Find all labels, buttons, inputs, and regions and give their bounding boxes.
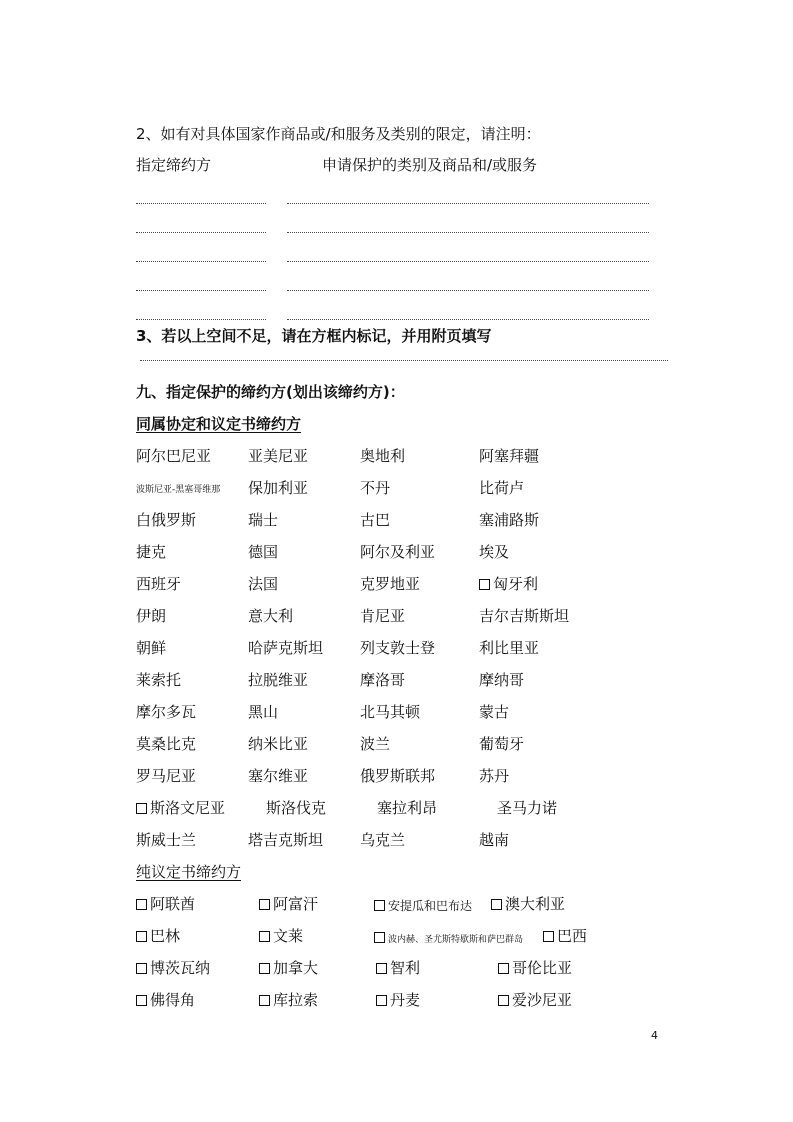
party-tajikistan[interactable]: 塔吉克斯坦 xyxy=(248,831,324,849)
party-botswana-label: 博茨瓦纳 xyxy=(150,959,211,977)
party-monaco[interactable]: 摩纳哥 xyxy=(479,671,525,689)
party-montenegro[interactable]: 黑山 xyxy=(248,703,279,721)
party-australia[interactable] xyxy=(491,895,565,913)
party-romania[interactable]: 罗马尼亚 xyxy=(136,767,197,785)
party-bahrain[interactable] xyxy=(136,927,180,945)
party-antigua-barbuda[interactable] xyxy=(374,895,472,915)
party-lesotho[interactable]: 莱索托 xyxy=(136,671,182,689)
checkbox-bonaire-sint-eustatius-saba[interactable] xyxy=(374,932,385,943)
party-colombia[interactable] xyxy=(498,959,572,977)
party-bosnia-herzegovina[interactable]: 波斯尼亚-黑塞哥维那 xyxy=(136,485,221,495)
col-header-goods: 申请保护的类别及商品和/或服务 xyxy=(322,156,538,174)
checkbox-antigua-barbuda[interactable] xyxy=(374,900,385,911)
party-cape-verde[interactable] xyxy=(136,991,195,1009)
party-canada[interactable] xyxy=(259,959,318,977)
checkbox-botswana[interactable] xyxy=(136,963,147,974)
party-denmark[interactable] xyxy=(376,991,420,1009)
party-slovenia[interactable] xyxy=(136,799,225,817)
party-austria[interactable]: 奥地利 xyxy=(360,447,406,465)
party-benelux[interactable]: 比荷卢 xyxy=(479,479,525,497)
party-curacao[interactable] xyxy=(259,991,318,1009)
party-liberia[interactable]: 利比里亚 xyxy=(479,639,540,657)
party-hungary[interactable] xyxy=(479,575,538,593)
goods-line-5[interactable] xyxy=(287,319,649,320)
group-agreement-protocol-title: 同属协定和议定书缔约方 xyxy=(136,415,302,433)
section2-heading: 2、如有对具体国家作商品或/和服务及类别的限定，请注明： xyxy=(136,125,541,143)
party-uae[interactable] xyxy=(136,895,195,913)
party-line-3[interactable] xyxy=(136,261,266,262)
party-algeria[interactable]: 阿尔及利亚 xyxy=(360,543,436,561)
party-portugal[interactable]: 葡萄牙 xyxy=(479,735,525,753)
checkbox-canada[interactable] xyxy=(259,963,270,974)
party-namibia[interactable]: 纳米比亚 xyxy=(248,735,309,753)
party-liechtenstein[interactable]: 列支敦士登 xyxy=(360,639,436,657)
party-spain[interactable]: 西班牙 xyxy=(136,575,182,593)
party-germany[interactable]: 德国 xyxy=(248,543,279,561)
party-russia[interactable]: 俄罗斯联邦 xyxy=(360,767,436,785)
party-slovenia-label: 斯洛文尼亚 xyxy=(150,799,226,817)
col-header-party: 指定缔约方 xyxy=(136,156,212,174)
party-line-4[interactable] xyxy=(136,290,266,291)
party-chile[interactable] xyxy=(376,959,420,977)
party-sierra-leone[interactable]: 塞拉利昂 xyxy=(377,799,438,817)
party-dprk[interactable]: 朝鲜 xyxy=(136,639,167,657)
checkbox-slovenia[interactable] xyxy=(136,803,147,814)
party-bahrain-label: 巴林 xyxy=(150,927,181,945)
party-chile-label: 智利 xyxy=(390,959,421,977)
party-uae-label: 阿联酋 xyxy=(150,895,196,913)
party-brunei-label: 文莱 xyxy=(273,927,304,945)
party-albania[interactable]: 阿尔巴尼亚 xyxy=(136,447,212,465)
party-czech[interactable]: 捷克 xyxy=(136,543,167,561)
party-hungary-label: 匈牙利 xyxy=(493,575,539,593)
party-brunei[interactable] xyxy=(259,927,303,945)
checkbox-chile[interactable] xyxy=(376,963,387,974)
party-afghanistan[interactable] xyxy=(259,895,318,913)
checkbox-uae[interactable] xyxy=(136,899,147,910)
party-croatia[interactable]: 克罗地亚 xyxy=(360,575,421,593)
party-line-5[interactable] xyxy=(136,319,266,320)
party-france[interactable]: 法国 xyxy=(248,575,279,593)
checkbox-brunei[interactable] xyxy=(259,931,270,942)
party-curacao-label: 库拉索 xyxy=(273,991,319,1009)
party-kyrgyzstan[interactable]: 吉尔吉斯斯坦 xyxy=(479,607,570,625)
page-number: 4 xyxy=(651,1029,658,1042)
checkbox-australia[interactable] xyxy=(491,899,502,910)
party-sudan[interactable]: 苏丹 xyxy=(479,767,510,785)
party-morocco[interactable]: 摩洛哥 xyxy=(360,671,406,689)
party-slovakia[interactable]: 斯洛伐克 xyxy=(266,799,327,817)
party-belarus[interactable]: 白俄罗斯 xyxy=(136,511,197,529)
party-mozambique[interactable]: 莫桑比克 xyxy=(136,735,197,753)
party-north-macedonia[interactable]: 北马其顿 xyxy=(360,703,421,721)
party-bonaire-sint-eustatius-saba[interactable] xyxy=(374,927,523,949)
party-cyprus[interactable]: 塞浦路斯 xyxy=(479,511,540,529)
checkbox-colombia[interactable] xyxy=(498,963,509,974)
checkbox-afghanistan[interactable] xyxy=(259,899,270,910)
party-kazakhstan[interactable]: 哈萨克斯坦 xyxy=(248,639,324,657)
party-australia-label: 澳大利亚 xyxy=(505,895,566,913)
party-moldova[interactable]: 摩尔多瓦 xyxy=(136,703,197,721)
party-italy[interactable]: 意大利 xyxy=(248,607,294,625)
party-mongolia[interactable]: 蒙古 xyxy=(479,703,510,721)
checkbox-cape-verde[interactable] xyxy=(136,995,147,1006)
party-canada-label: 加拿大 xyxy=(273,959,319,977)
party-azerbaijan[interactable]: 阿塞拜疆 xyxy=(479,447,540,465)
party-bonaire-label: 波内赫、圣尤斯特歇斯和萨巴群岛 xyxy=(388,935,524,945)
party-brazil[interactable] xyxy=(543,927,587,945)
party-iran[interactable]: 伊朗 xyxy=(136,607,167,625)
section9-title: 九、指定保护的缔约方(划出该缔约方)： xyxy=(136,383,405,401)
party-colombia-label: 哥伦比亚 xyxy=(512,959,573,977)
checkbox-brazil[interactable] xyxy=(543,931,554,942)
party-vietnam[interactable]: 越南 xyxy=(479,831,510,849)
party-cape-verde-label: 佛得角 xyxy=(150,991,196,1009)
party-egypt[interactable]: 埃及 xyxy=(479,543,510,561)
party-estonia[interactable] xyxy=(498,991,572,1009)
party-latvia[interactable]: 拉脱维亚 xyxy=(248,671,309,689)
party-serbia[interactable]: 塞尔维亚 xyxy=(248,767,309,785)
section3-note: 3、若以上空间不足，请在方框内标记，并用附页填写 xyxy=(136,327,492,345)
goods-line-2[interactable] xyxy=(287,232,649,233)
party-botswana[interactable] xyxy=(136,959,210,977)
checkbox-estonia[interactable] xyxy=(498,995,509,1006)
party-eswatini[interactable]: 斯威士兰 xyxy=(136,831,197,849)
party-line-1[interactable] xyxy=(136,203,266,204)
party-switzerland[interactable]: 瑞士 xyxy=(248,511,279,529)
party-bulgaria[interactable]: 保加利亚 xyxy=(248,479,309,497)
party-afghanistan-label: 阿富汗 xyxy=(273,895,319,913)
party-poland[interactable]: 波兰 xyxy=(360,735,391,753)
party-estonia-label: 爱沙尼亚 xyxy=(512,991,573,1009)
party-cuba[interactable]: 古巴 xyxy=(360,511,391,529)
party-armenia[interactable]: 亚美尼亚 xyxy=(248,447,309,465)
goods-line-4[interactable] xyxy=(287,290,649,291)
party-kenya[interactable]: 肯尼亚 xyxy=(360,607,406,625)
party-antigua-barbuda-label: 安提瓜和巴布达 xyxy=(388,899,473,913)
party-san-marino[interactable]: 圣马力诺 xyxy=(497,799,558,817)
goods-line-1[interactable] xyxy=(287,203,649,204)
party-denmark-label: 丹麦 xyxy=(390,991,421,1009)
party-line-2[interactable] xyxy=(136,232,266,233)
section3-line xyxy=(140,360,668,361)
party-brazil-label: 巴西 xyxy=(557,927,588,945)
checkbox-denmark[interactable] xyxy=(376,995,387,1006)
checkbox-bahrain[interactable] xyxy=(136,931,147,942)
party-bhutan[interactable]: 不丹 xyxy=(360,479,391,497)
checkbox-curacao[interactable] xyxy=(259,995,270,1006)
party-ukraine[interactable]: 乌克兰 xyxy=(360,831,406,849)
goods-line-3[interactable] xyxy=(287,261,649,262)
checkbox-hungary[interactable] xyxy=(479,579,490,590)
group-protocol-only-title: 纯议定书缔约方 xyxy=(136,863,242,881)
